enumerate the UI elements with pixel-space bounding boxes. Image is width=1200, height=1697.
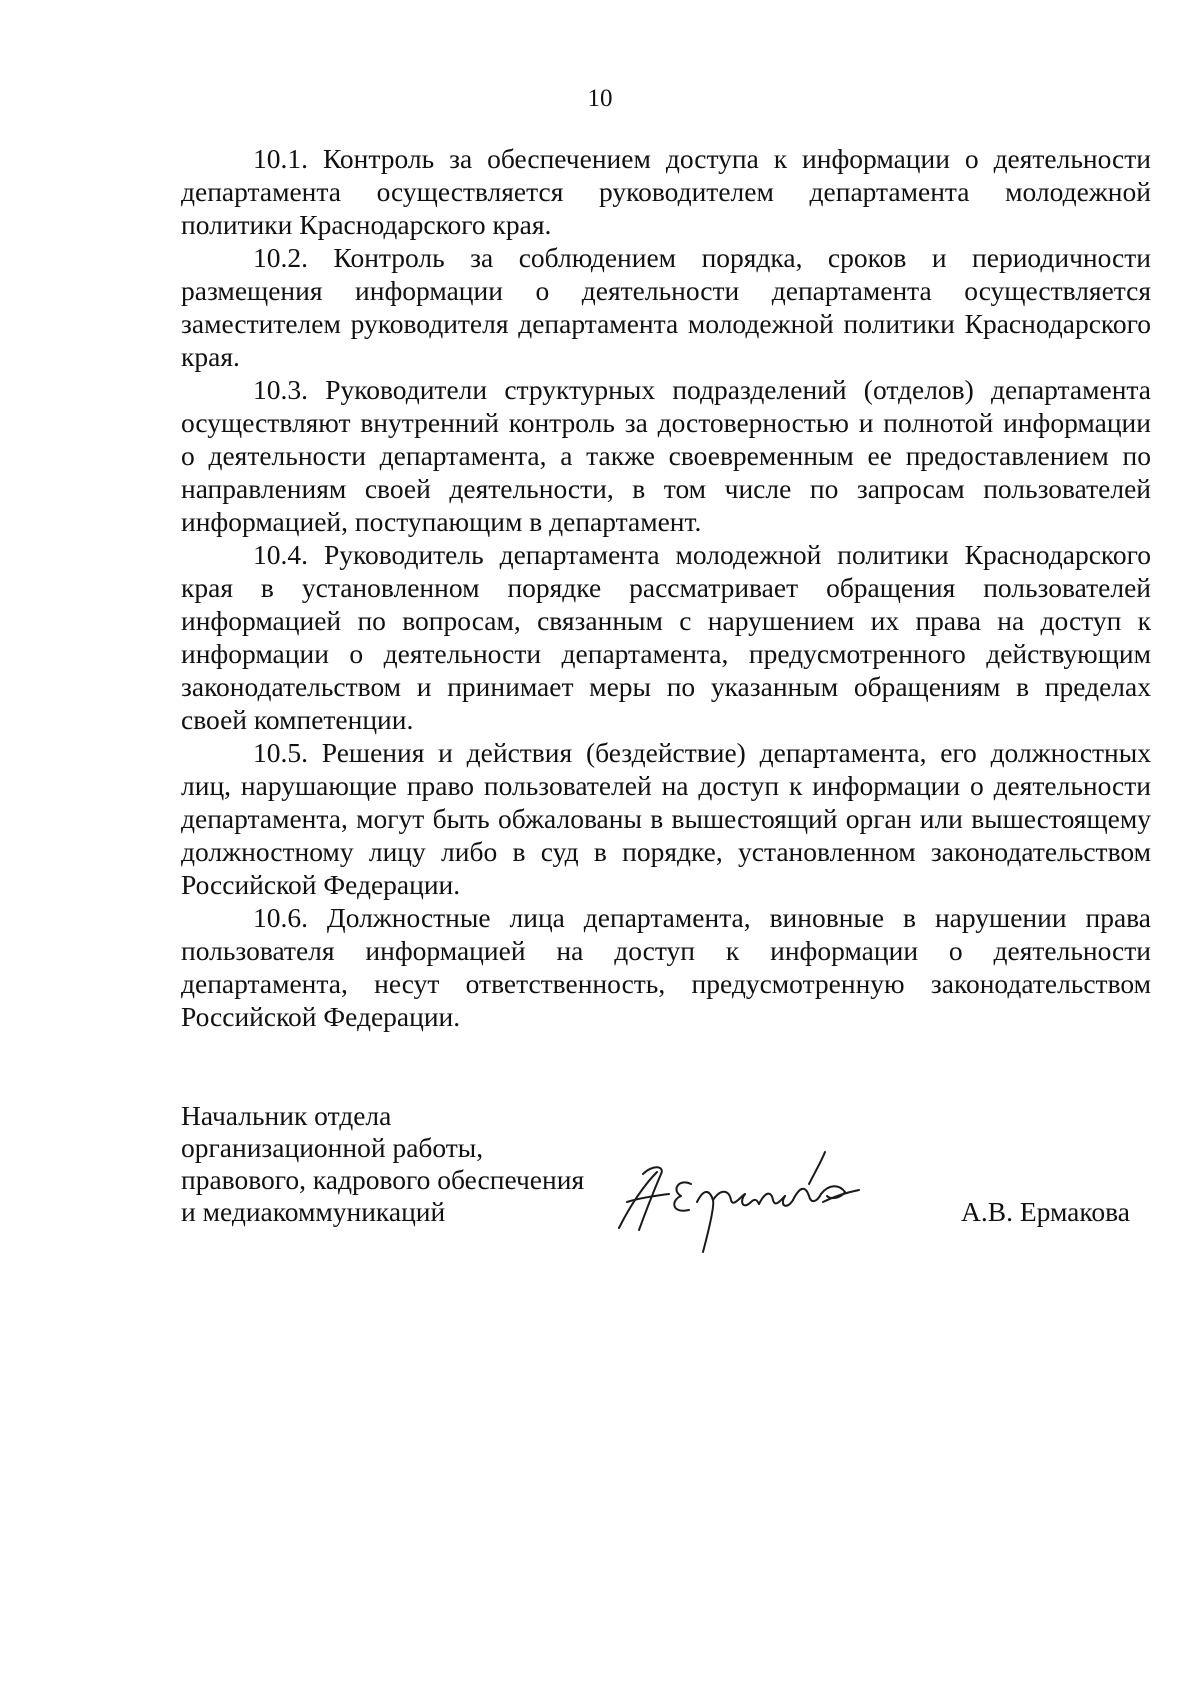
document-body [181,142,1151,1033]
signer-position-line: организационной работы, [181,1132,484,1163]
signer-position [181,1100,621,1228]
signature-block [181,1100,1171,1260]
handwritten-signature [609,1144,869,1254]
paragraph-10-3: 10.3. Руководители структурных подразделений (отделов) департамента осуществляют внутренний контроль за достоверностью и полнотой информации о деятельности департамента, а также своевременным ее предоставлением по направлениям своей деятельности, в том числе по запросам пользователей информацией, поступающим в департамент. [181,374,1151,537]
paragraph-10-5: 10.5. Решения и действия (бездействие) департамента, его должностных лиц, нарушающие право пользователей на доступ к информации о деятельности департамента, могут быть обжалованы в вышестоящий орган или вышестоящему должностному лицу либо в суд в порядке, установленном законодательством Российской Федерации. [181,737,1151,900]
signer-name: А.В. Ермакова [961,1196,1130,1227]
signer-position-line: правового, кадрового обеспечения [181,1164,585,1195]
paragraph-10-1: 10.1. Контроль за обеспечением доступа к информации о деятельности департамента осуществляется руководителем департамента молодежной политики Краснодарского края. [181,143,1151,240]
paragraph-10-4: 10.4. Руководитель департамента молодежной политики Краснодарского края в установленном порядке рассматривает обращения пользователей информацией по вопросам, связанным с нарушением их права на доступ к информации о деятельности департамента, предусмотренного действующим законодательством и принимает меры по указанным обращениям в пределах своей компетенции. [181,539,1151,735]
signer-position-line: и медиакоммуникаций [181,1196,446,1227]
paragraph-10-2: 10.2. Контроль за соблюдением порядка, сроков и периодичности размещения информации о деятельности департамента осуществляется заместителем руководителя департамента молодежной политики Краснодарского края. [181,242,1151,372]
signer-position-line: Начальник отдела [181,1100,392,1131]
paragraph-10-6: 10.6. Должностные лица департамента, виновные в нарушении права пользователя информацией на доступ к информации о деятельности департамента, несут ответственность, предусмотренную законодательством Российской Федерации. [181,902,1151,1032]
page-number: 10 [587,85,613,112]
